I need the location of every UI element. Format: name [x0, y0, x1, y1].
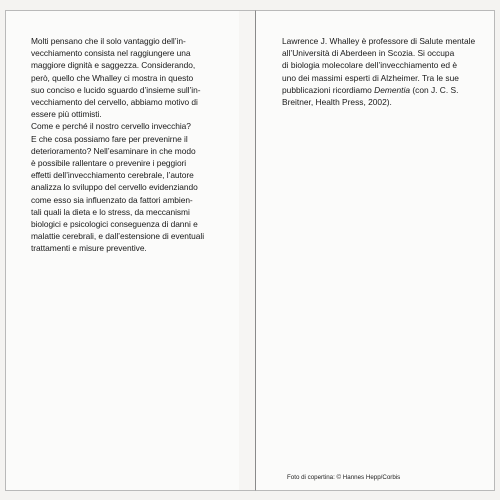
- book-gutter: [239, 10, 255, 491]
- blurb-line: malattie cerebrali, e dall’estensione di eventuali: [31, 231, 205, 242]
- blurb-line: però, quello che Whalley ci mostra in questo: [31, 72, 194, 83]
- blurb-line: Molti pensano che il solo vantaggio dell’in-: [31, 36, 186, 46]
- bio-text: pubblicazioni ricordiamo: [282, 84, 375, 95]
- bio-line: all’Università di Aberdeen in Scozia. Si occupa: [282, 48, 455, 59]
- blurb-line: tali quali la dieta e lo stress, da meccanismi: [31, 206, 190, 217]
- blurb-line: trattamenti e misure preventive.: [31, 243, 147, 254]
- blurb-line: deterioramento? Nell’esaminare in che modo: [31, 145, 196, 156]
- bio-text: (con J. C. S.: [410, 84, 459, 95]
- bio-line: [282, 84, 482, 96]
- right-page: [255, 10, 495, 491]
- bio-line: Lawrence J. Whalley è professore di Salute mentale: [282, 36, 476, 46]
- blurb-line: vecchiamento del cervello, abbiamo motivo di: [31, 97, 198, 108]
- blurb-line: E che cosa possiamo fare per prevenirne il: [31, 133, 188, 144]
- blurb-line: biologici e psicologici conseguenza di danni e: [31, 219, 198, 230]
- book-blurb: [31, 35, 227, 255]
- book-title-dementia: Dementia: [374, 84, 411, 95]
- bio-line: Breitner, Health Press, 2002).: [282, 97, 392, 108]
- blurb-line: Come e perché il nostro cervello invecchia?: [31, 121, 191, 132]
- bio-line: di biologia molecolare dell’invecchiamento ed è: [282, 60, 458, 71]
- author-bio: [282, 35, 482, 108]
- bio-line: uno dei massimi esperti di Alzheimer. Tra le sue: [282, 72, 459, 83]
- blurb-line: maggiore dignità e saggezza. Considerando,: [31, 60, 196, 71]
- blurb-line: analizza lo sviluppo del cervello evidenziando: [31, 182, 198, 193]
- blurb-line: essere più ottimisti.: [31, 109, 102, 120]
- blurb-line: è possibile rallentare o prevenire i peggiori: [31, 158, 187, 169]
- left-page: [5, 10, 239, 491]
- blurb-line: suo conciso e lucido sguardo d’insieme sull’in-: [31, 84, 201, 95]
- blurb-line: vecchiamento consista nel raggiungere una: [31, 48, 191, 59]
- photo-credit: Foto di copertina: © Hannes Hepp/Corbis: [287, 474, 401, 481]
- blurb-line: come esso sia influenzato da fattori ambien-: [31, 194, 193, 205]
- blurb-line: effetti dell’invecchiamento cerebrale, l’autore: [31, 170, 194, 181]
